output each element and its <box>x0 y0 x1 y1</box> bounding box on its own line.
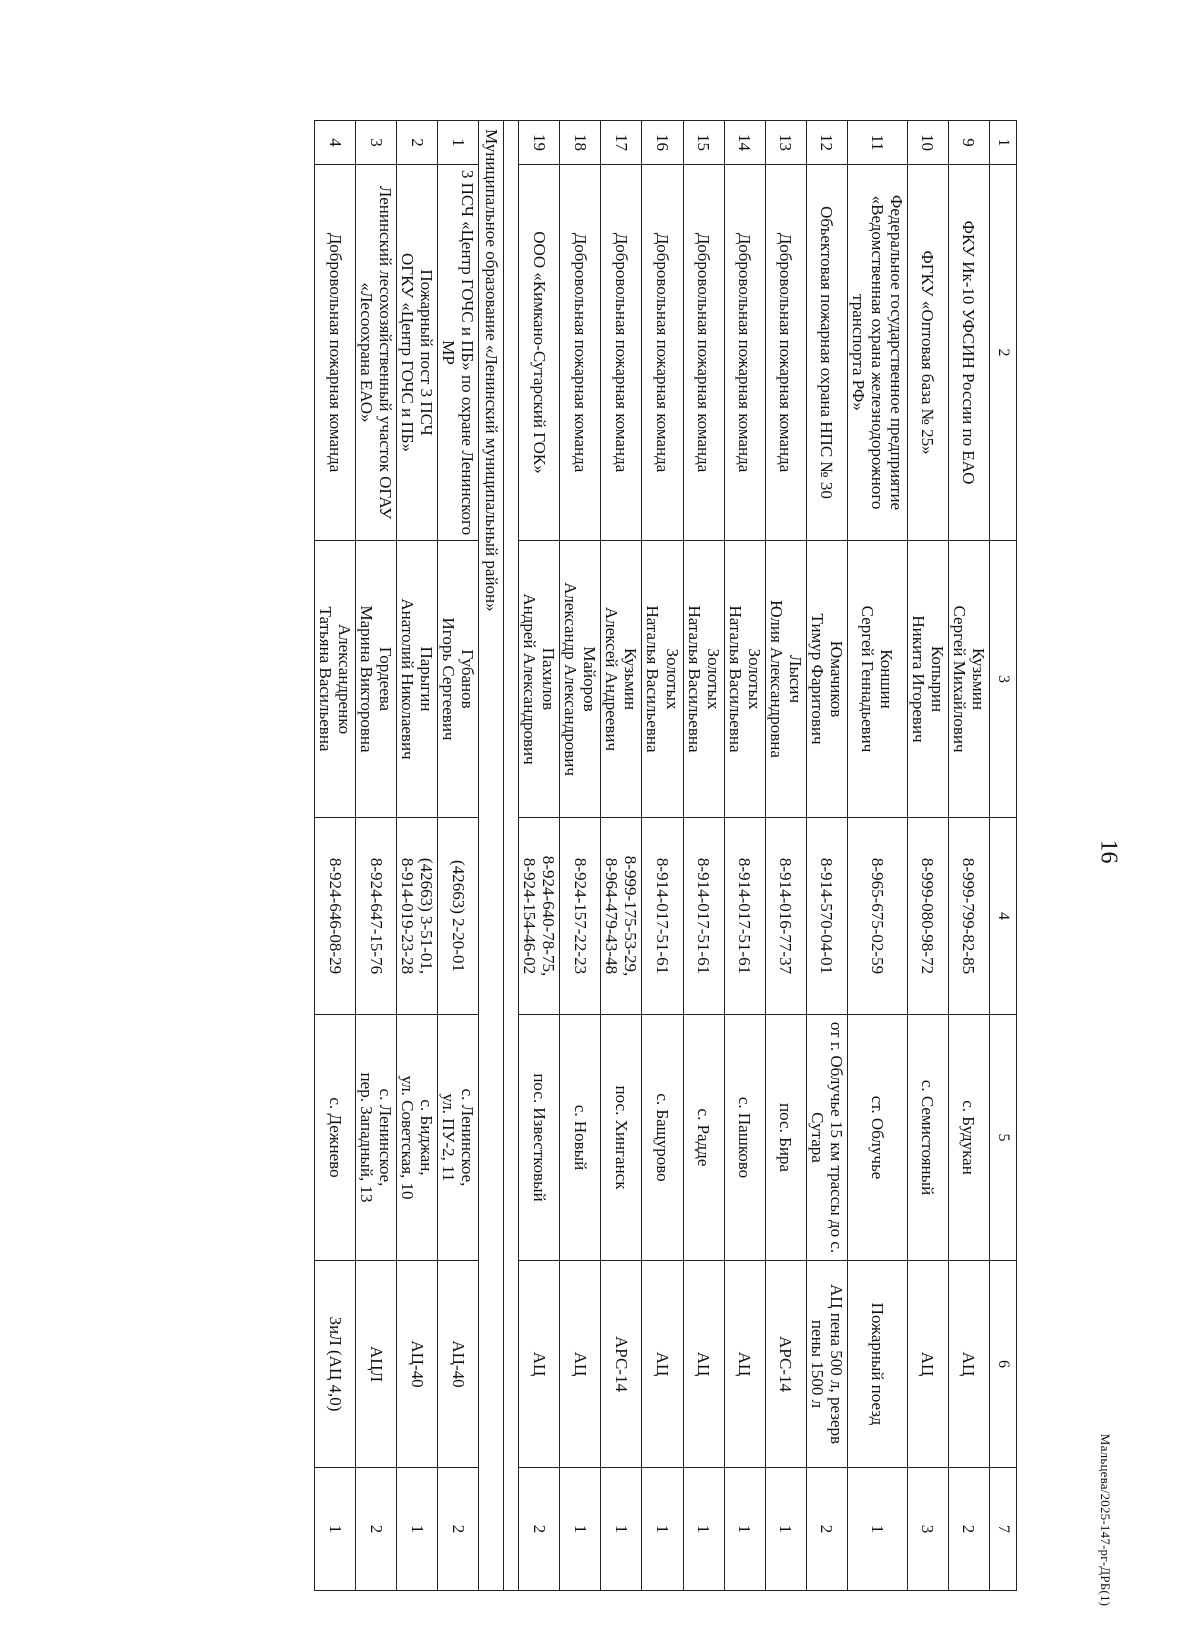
table-cell-n: 17 <box>601 121 642 165</box>
table-cell-place: пос. Известковый <box>519 1015 560 1261</box>
table-row <box>397 121 438 1591</box>
table-cell-equip: АРС-14 <box>765 1261 806 1468</box>
table-cell-equip: АЦ-40 <box>397 1261 438 1468</box>
table-cell-phone: 8-924-646-08-29 <box>315 818 356 1015</box>
table-cell-person: Кузьмин Алексей Андреевич <box>601 541 642 818</box>
table-row <box>948 121 989 1591</box>
table-cell-phone: 8-924-640-78-75, 8-924-154-46-02 <box>519 818 560 1015</box>
table-cell-n: 3 <box>356 121 397 165</box>
table-cell-n: 2 <box>397 121 438 165</box>
table-cell-person: Коншин Сергей Геннадьевич <box>847 541 907 818</box>
table-cell-place: с. Ленинское, ул. ПУ-2, 11 <box>438 1015 479 1261</box>
table-row <box>683 121 724 1591</box>
table-cell-count: 2 <box>438 1468 479 1591</box>
document-footer: Мальцева/2025-147-рг-ДРБ(1) <box>1098 1433 1113 1607</box>
header-cell: 2 <box>990 165 1017 541</box>
table-cell-phone: 8-999-799-82-85 <box>948 818 989 1015</box>
table-cell-count: 2 <box>948 1468 989 1591</box>
header-cell: 7 <box>990 1468 1017 1591</box>
table-cell-n: 19 <box>519 121 560 165</box>
table-cell-n: 4 <box>315 121 356 165</box>
table-cell-equip: АЦ пена 500 л, резерв пены 1500 л <box>806 1261 847 1468</box>
table-cell-count: 1 <box>315 1468 356 1591</box>
table-cell-n: 10 <box>907 121 948 165</box>
table-cell-person: Золотых Наталья Васильевна <box>642 541 683 818</box>
table-body <box>315 121 1017 1591</box>
table-cell-count: 2 <box>806 1468 847 1591</box>
table-cell-count: 1 <box>683 1468 724 1591</box>
table-row <box>724 121 765 1591</box>
table-cell-person: Золотых Наталья Васильевна <box>724 541 765 818</box>
table-cell-phone: 8-924-157-22-23 <box>560 818 601 1015</box>
table-cell-place: с. Бащурово <box>642 1015 683 1261</box>
header-cell: 4 <box>990 818 1017 1015</box>
table-cell-person: Гордеева Марина Викторовна <box>356 541 397 818</box>
table-cell-equip: ЗиЛ (АЦ 4,0) <box>315 1261 356 1468</box>
table-row <box>438 121 479 1591</box>
table-cell-equip: АЦ <box>907 1261 948 1468</box>
table-cell-phone: (42663) 3-51-01, 8-914-019-23-28 <box>397 818 438 1015</box>
table-cell-equip: АЦ <box>948 1261 989 1468</box>
table-cell-place: с. Новый <box>560 1015 601 1261</box>
table-cell-org: Добровольная пожарная команда <box>683 165 724 541</box>
spacer-cell <box>504 121 519 1591</box>
table-row <box>356 121 397 1591</box>
table-cell-org: Ленинский лесохозяйственный участок ОГАУ «Лесоохрана ЕАО» <box>356 165 397 541</box>
table-cell-phone: 8-914-017-51-61 <box>724 818 765 1015</box>
table-cell-equip: АЦ-40 <box>438 1261 479 1468</box>
table-cell-place: с. Ленинское, пер. Западный, 13 <box>356 1015 397 1261</box>
table-cell-count: 1 <box>601 1468 642 1591</box>
header-cell: 6 <box>990 1261 1017 1468</box>
table-cell-n: 13 <box>765 121 806 165</box>
table-cell-n: 15 <box>683 121 724 165</box>
table-cell-org: Федеральное государственное предприятие «Ведомственная охрана железнодорожного транспорта РФ» <box>847 165 907 541</box>
table-cell-org: ООО «Кимкано-Сутарский ГОК» <box>519 165 560 541</box>
table-row <box>765 121 806 1591</box>
table-row <box>315 121 356 1591</box>
table-cell-phone: 8-965-675-02-59 <box>847 818 907 1015</box>
table-cell-person: Копырин Никита Игоревич <box>907 541 948 818</box>
fire-brigades-table <box>314 120 1017 1591</box>
table-cell-count: 2 <box>519 1468 560 1591</box>
table-cell-place: с. Пашково <box>724 1015 765 1261</box>
header-row <box>990 121 1017 1591</box>
table-cell-count: 3 <box>907 1468 948 1591</box>
spacer-row <box>504 121 519 1591</box>
table-cell-equip: АЦ <box>519 1261 560 1468</box>
table-cell-place: с. Биджан, ул. Советская, 10 <box>397 1015 438 1261</box>
table-cell-person: Губанов Игорь Сергеевич <box>438 541 479 818</box>
table-row <box>560 121 601 1591</box>
header-cell: 3 <box>990 541 1017 818</box>
rotated-table-container <box>97 120 1017 1590</box>
table-cell-n: 14 <box>724 121 765 165</box>
table-cell-n: 9 <box>948 121 989 165</box>
table-cell-person: Парыгин Анатолий Николаевич <box>397 541 438 818</box>
table-cell-place: с. Семистояный <box>907 1015 948 1261</box>
table-cell-org: Добровольная пожарная команда <box>642 165 683 541</box>
table-cell-equip: АЦ <box>724 1261 765 1468</box>
table-cell-place: пос. Бира <box>765 1015 806 1261</box>
table-cell-count: 2 <box>356 1468 397 1591</box>
table-cell-phone: 8-914-017-51-61 <box>642 818 683 1015</box>
table-cell-equip: АЦ <box>683 1261 724 1468</box>
table-cell-count: 1 <box>847 1468 907 1591</box>
table-cell-org: ФГКУ «Оптовая база № 25» <box>907 165 948 541</box>
table-cell-equip: АЦ <box>560 1261 601 1468</box>
table-cell-person: Лысич Юлия Александровна <box>765 541 806 818</box>
table-cell-phone: 8-924-647-15-76 <box>356 818 397 1015</box>
table-cell-phone: 8-914-016-77-37 <box>765 818 806 1015</box>
section-title: Муниципальное образование «Ленинский муниципальный район» <box>479 121 504 1591</box>
table-cell-place: с. Будукан <box>948 1015 989 1261</box>
table-cell-count: 1 <box>765 1468 806 1591</box>
header-cell: 1 <box>990 121 1017 165</box>
table-cell-equip: АРС-14 <box>601 1261 642 1468</box>
table-cell-org: 3 ПСЧ «Центр ГОЧС и ПБ» по охране Ленинского МР <box>438 165 479 541</box>
table-cell-person: Кузьмин Сергей Михайлович <box>948 541 989 818</box>
table-row <box>642 121 683 1591</box>
table-row <box>806 121 847 1591</box>
table-cell-count: 1 <box>560 1468 601 1591</box>
table-cell-count: 1 <box>724 1468 765 1591</box>
table-cell-phone: 8-914-570-04-01 <box>806 818 847 1015</box>
table-cell-phone: 8-999-080-98-72 <box>907 818 948 1015</box>
table-cell-n: 11 <box>847 121 907 165</box>
table-cell-person: Пахилов Андрей Александрович <box>519 541 560 818</box>
header-cell: 5 <box>990 1015 1017 1261</box>
table-cell-n: 12 <box>806 121 847 165</box>
table-cell-org: Добровольная пожарная команда <box>601 165 642 541</box>
table-row <box>519 121 560 1591</box>
table-cell-n: 18 <box>560 121 601 165</box>
table-cell-person: Золотых Наталья Васильевна <box>683 541 724 818</box>
table-cell-org: Добровольная пожарная команда <box>765 165 806 541</box>
table-cell-place: ст. Облучье <box>847 1015 907 1261</box>
table-cell-phone: 8-914-017-51-61 <box>683 818 724 1015</box>
table-cell-place: с. Радде <box>683 1015 724 1261</box>
table-cell-equip: АЦ <box>642 1261 683 1468</box>
table-cell-org: Добровольная пожарная команда <box>724 165 765 541</box>
table-cell-place: пос. Хинганск <box>601 1015 642 1261</box>
table-cell-count: 1 <box>397 1468 438 1591</box>
table-cell-phone: (42663) 2-20-01 <box>438 818 479 1015</box>
table-cell-person: Юмачиков Тимур Фаритович <box>806 541 847 818</box>
section-row <box>479 121 504 1591</box>
table-cell-count: 1 <box>642 1468 683 1591</box>
table-cell-place: от г. Облучье 15 км трассы до с. Сутара <box>806 1015 847 1261</box>
table-row <box>601 121 642 1591</box>
table-cell-person: Александренко Татьяна Васильевна <box>315 541 356 818</box>
table-cell-equip: Пожарный поезд <box>847 1261 907 1468</box>
table-cell-org: ФКУ Ик-10 УФСИН России по ЕАО <box>948 165 989 541</box>
table-row <box>847 121 907 1591</box>
table-cell-n: 16 <box>642 121 683 165</box>
table-cell-org: Пожарный пост 3 ПСЧ ОГКУ «Центр ГОЧС и ПБ» <box>397 165 438 541</box>
table-cell-place: с. Дежнево <box>315 1015 356 1261</box>
table-cell-org: Объектовая пожарная охрана НПС № 30 <box>806 165 847 541</box>
table-cell-phone: 8-999-175-53-29, 8-964-479-43-48 <box>601 818 642 1015</box>
table-cell-org: Добровольная пожарная команда <box>315 165 356 541</box>
page-number: 16 <box>1095 839 1122 864</box>
table-cell-person: Майоров Александр Александрович <box>560 541 601 818</box>
table-cell-equip: АЦЛ <box>356 1261 397 1468</box>
table-cell-n: 1 <box>438 121 479 165</box>
table-cell-org: Добровольная пожарная команда <box>560 165 601 541</box>
table-row <box>907 121 948 1591</box>
